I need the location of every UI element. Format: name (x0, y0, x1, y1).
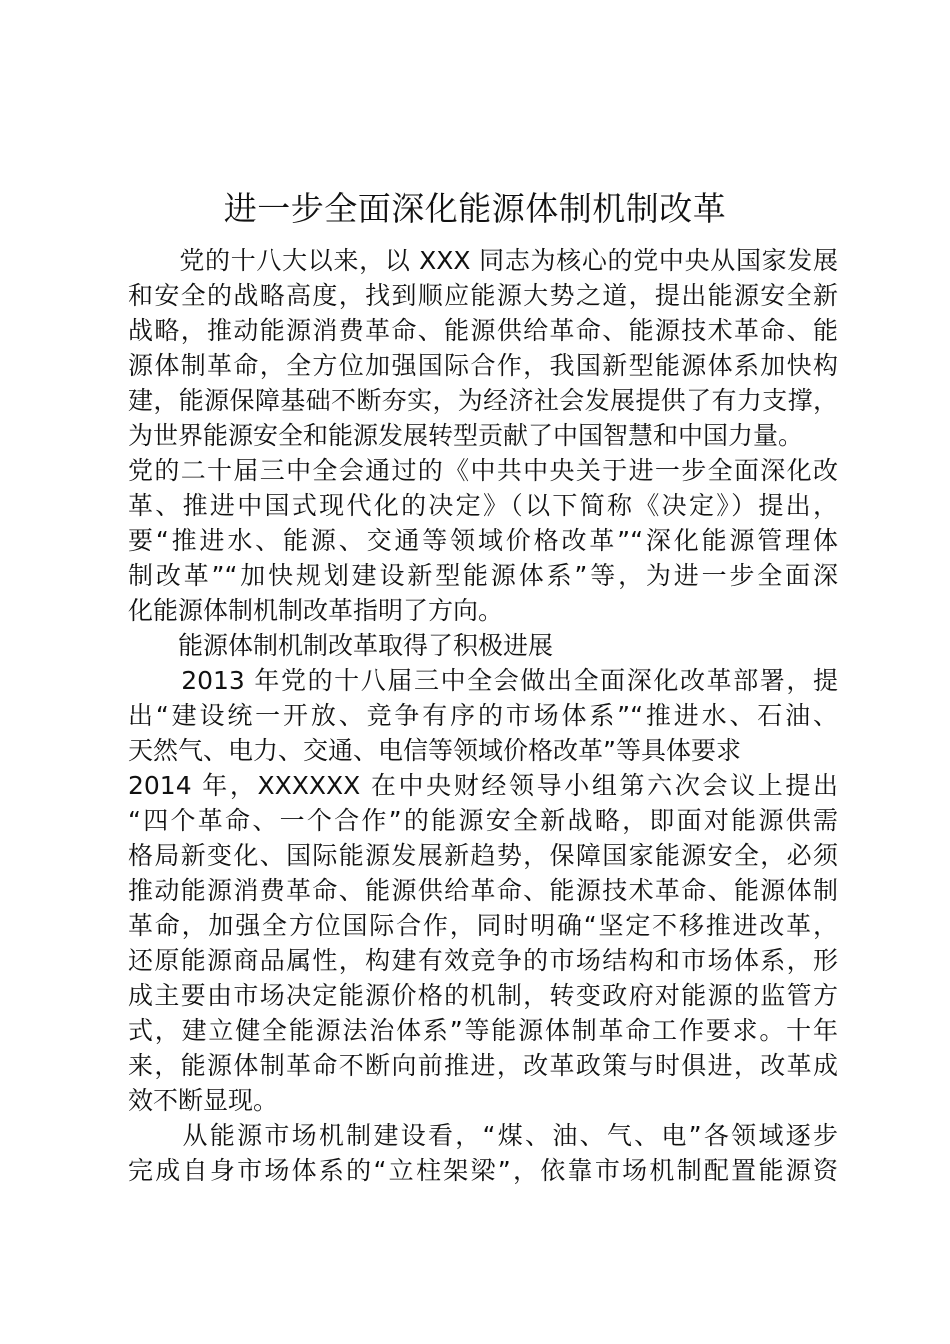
text-line: 党的十八大以来，以 XXX 同志为核心的党中央从国家发展 (128, 246, 838, 275)
text-line: 还原能源商品属性，构建有效竞争的市场结构和市场体系，形 (128, 946, 838, 975)
text-line: 从能源市场机制建设看，“煤、油、气、电”各领域逐步 (128, 1121, 838, 1150)
text-line: 式，建立健全能源法治体系”等能源体制革命工作要求。十年 (128, 1016, 838, 1045)
text-line: 推动能源消费革命、能源供给革命、能源技术革命、能源体制 (128, 876, 838, 905)
text-line: 要“推进水、能源、交通等领域价格改革”“深化能源管理体 (128, 526, 838, 555)
text-line: 战略，推动能源消费革命、能源供给革命、能源技术革命、能 (128, 316, 838, 345)
text-line: 化能源体制机制改革指明了方向。 (128, 596, 504, 625)
text-line: 革命，加强全方位国际合作，同时明确“坚定不移推进改革， (128, 911, 838, 940)
document-title: 进一步全面深化能源体制机制改革 (223, 189, 727, 228)
text-line: 来，能源体制革命不断向前推进，改革政策与时俱进，改革成 (128, 1051, 838, 1080)
text-line: “四个革命、一个合作”的能源安全新战略，即面对能源供需 (128, 806, 838, 835)
text-line: 成主要由市场决定能源价格的机制，转变政府对能源的监管方 (128, 981, 838, 1010)
text-line: 格局新变化、国际能源发展新趋势，保障国家能源安全，必须 (128, 841, 838, 870)
text-line: 源体制革命，全方位加强国际合作，我国新型能源体系加快构 (128, 351, 838, 380)
text-line: 2013 年党的十八届三中全会做出全面深化改革部署，提 (128, 666, 838, 695)
text-line: 和安全的战略高度，找到顺应能源大势之道，提出能源安全新 (128, 281, 838, 310)
text-line: 2014 年，XXXXXX 在中央财经领导小组第六次会议上提出 (128, 771, 838, 800)
text-line: 革、推进中国式现代化的决定》（以下简称《决定》）提出， (128, 491, 838, 520)
text-line: 为世界能源安全和能源发展转型贡献了中国智慧和中国力量。 (128, 421, 804, 450)
text-line: 制改革”“加快规划建设新型能源体系”等，为进一步全面深 (128, 561, 838, 590)
section-heading: 能源体制机制改革取得了积极进展 (128, 631, 554, 660)
text-line: 效不断显现。 (128, 1086, 279, 1115)
text-line: 天然气、电力、交通、电信等领域价格改革”等具体要求 (128, 736, 741, 765)
text-line: 党的二十届三中全会通过的《中共中央关于进一步全面深化改 (128, 456, 838, 485)
text-line: 出“建设统一开放、竞争有序的市场体系”“推进水、石油、 (128, 701, 838, 730)
text-line: 建，能源保障基础不断夯实，为经济社会发展提供了有力支撑， (128, 386, 838, 415)
text-line: 完成自身市场体系的“立柱架梁”，依靠市场机制配置能源资 (128, 1156, 838, 1185)
